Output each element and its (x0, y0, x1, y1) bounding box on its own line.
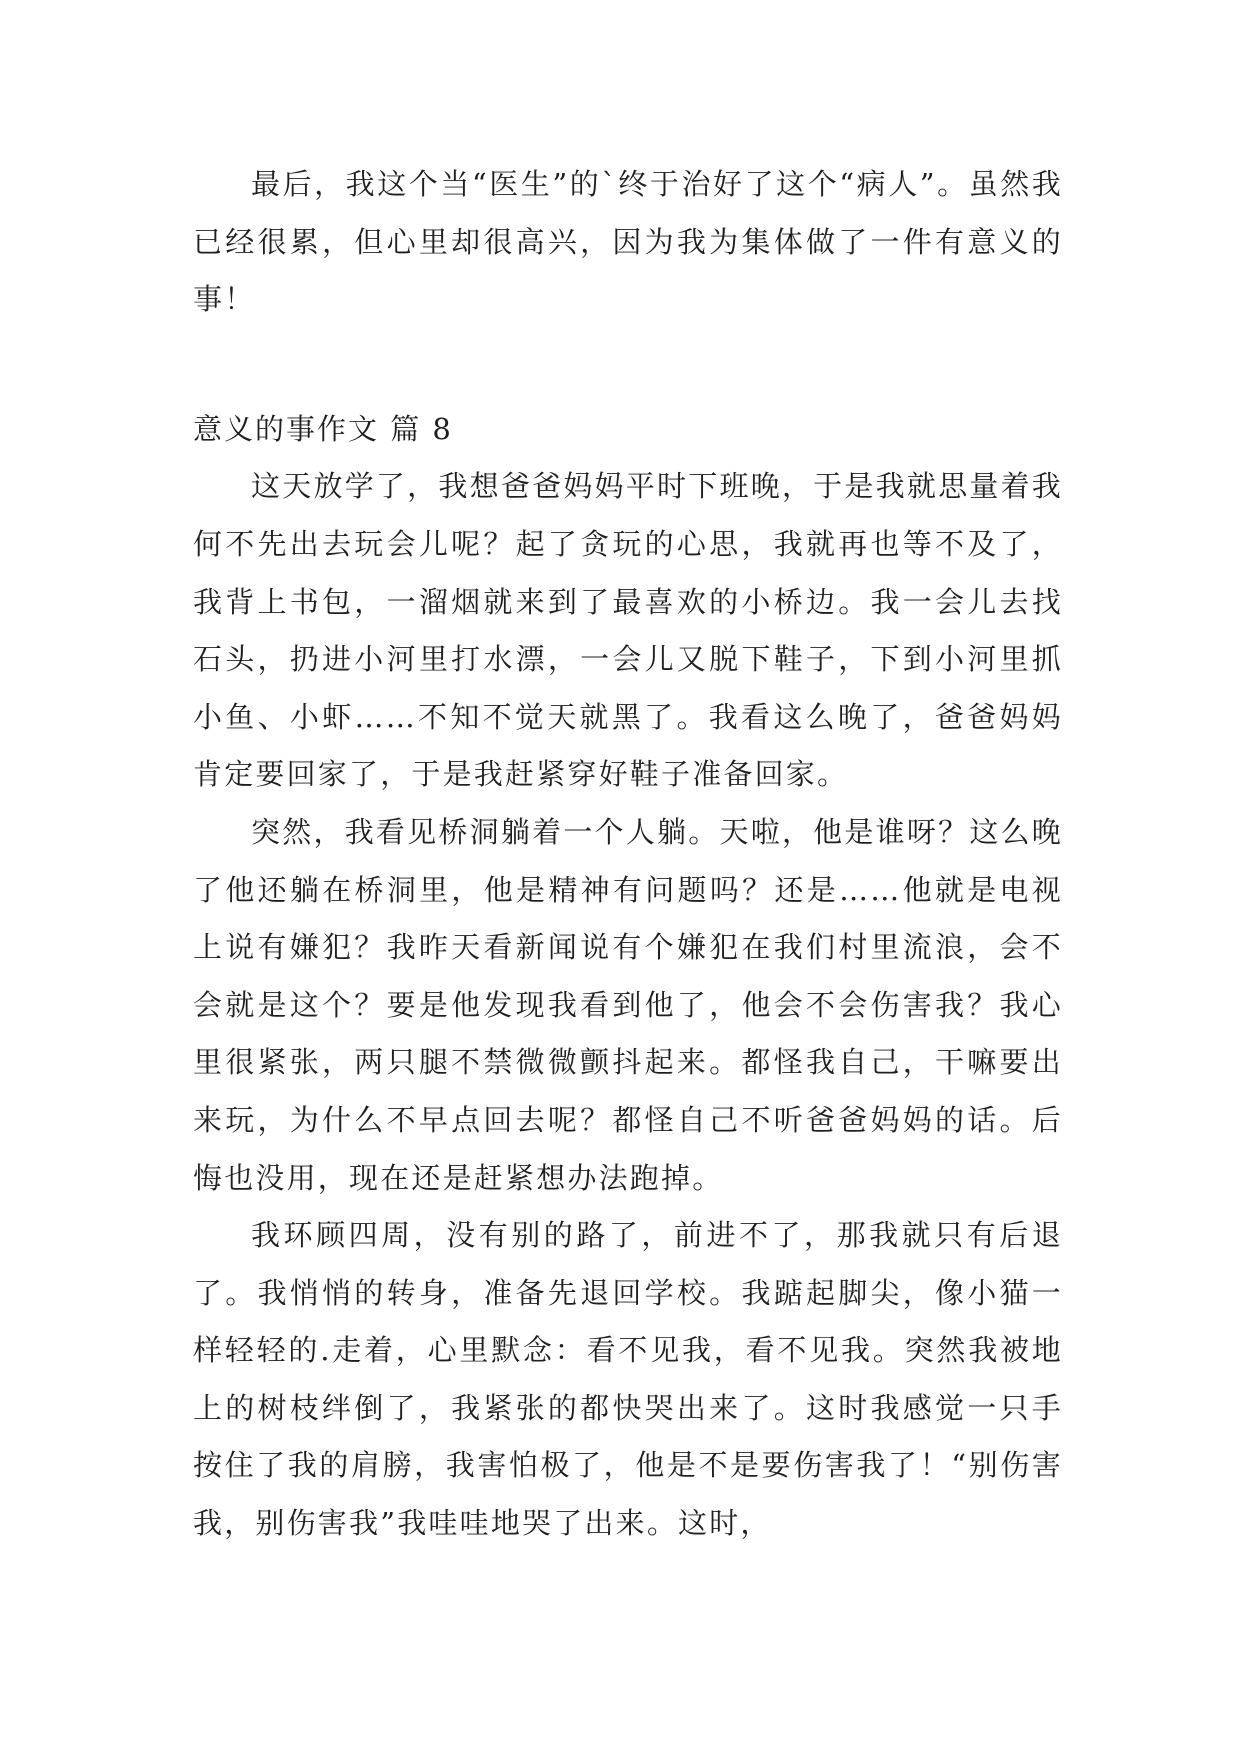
paragraph-2: 突然，我看见桥洞躺着一个人躺。天啦，他是谁呀？这么晚了他还躺在桥洞里，他是精神有问题吗？还是……他就是电视上说有嫌犯？我昨天看新闻说有个嫌犯在我们村里流浪，会不会就是这个？要是他发现我看到他了，他会不会伤害我？我心里很紧张，两只腿不禁微微颤抖起来。都怪我自己，干嘛要出来玩，为什么不早点回去呢？都怪自己不听爸爸妈妈的话。后悔也没用，现在还是赶紧想办法跑掉。 (193, 814, 1063, 1195)
paragraph-1: 这天放学了，我想爸爸妈妈平时下班晚，于是我就思量着我何不先出去玩会儿呢？起了贪玩的心思，我就再也等不及了，我背上书包，一溜烟就来到了最喜欢的小桥边。我一会儿去找石头，扔进小河里打水漂，一会儿又脱下鞋子，下到小河里抓小鱼、小虾……不知不觉天就黑了。我看这么晚了，爸爸妈妈肯定要回家了，于是我赶紧穿好鞋子准备回家。 (193, 469, 1063, 792)
section-heading: 意义的事作文 篇 8 (193, 411, 453, 446)
paragraph-3: 我环顾四周，没有别的路了，前进不了，那我就只有后退了。我悄悄的转身，准备先退回学校。我踮起脚尖，像小猫一样轻轻的.走着，心里默念：看不见我，看不见我。突然我被地上的树枝绊倒了，我紧张的都快哭出来了。这时我感觉一只手按住了我的肩膀，我害怕极了，他是不是要伤害我了！“别伤害我，别伤害我”我哇哇地哭了出来。这时， (193, 1218, 1063, 1541)
article-body (193, 156, 1063, 1553)
spacer (193, 329, 1063, 401)
intro-paragraph: 最后，我这个当“医生”的`终于治好了这个“病人”。虽然我已经很累，但心里却很高兴，因为我为集体做了一件有意义的事！ (193, 167, 1063, 317)
